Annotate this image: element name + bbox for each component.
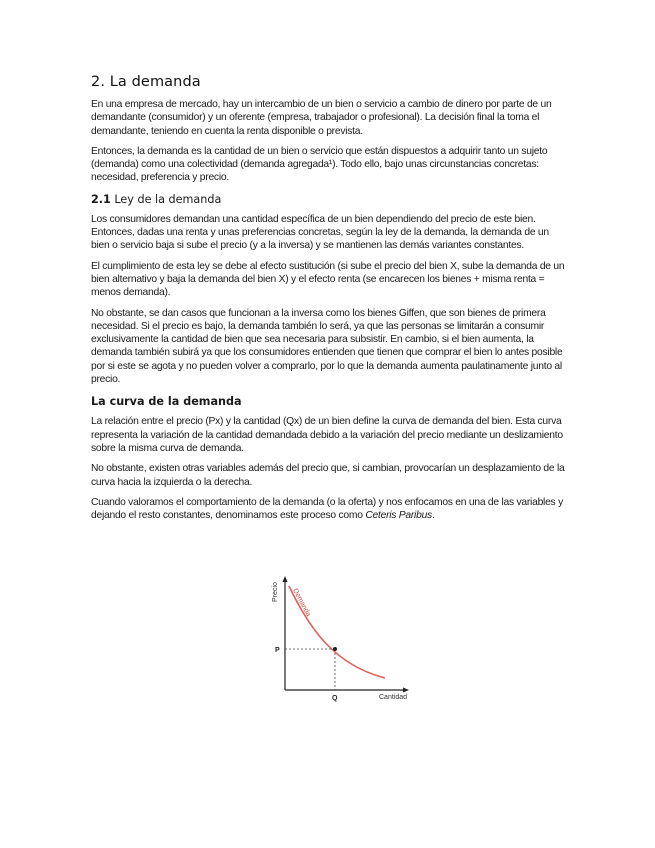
curve-label: Demanda: [291, 587, 312, 618]
q-label: Q: [332, 695, 338, 702]
section-title: 2. La demanda: [91, 74, 201, 90]
subsection-title-text: Ley de la demanda: [114, 192, 222, 206]
y-axis-label: Precio: [272, 582, 279, 602]
paragraph: No obstante, se dan casos que funcionan a la inversa como los bienes Giffen, que son bienes de primera necesidad. Si el precio es bajo, la demanda también lo será, ya que las personas se limitarán a consumir exclusivamente la cantidad de bien que sea necesaria para subsistir. En cambio, si el bien aumenta, la demanda también subirá ya que los consumidores entienden que tienen que comprar el bien lo antes posible por si este se agota y no pueden volver a comprarlo, por lo que la demanda aumenta paulatinamente junto al precio.: [91, 307, 563, 386]
paragraph: Los consumidores demandan una cantidad específica de un bien dependiendo del precio de este bien. Entonces, dadas una renta y unas preferencias concretas, según la ley de la demanda, la demanda de un bien o servicio baja si sube el precio (y a la inversa) y se mantienen las demás variantes constantes.: [91, 213, 549, 252]
demand-curve-figure: [255, 570, 415, 710]
x-axis-label: Cantidad: [379, 694, 408, 701]
equilibrium-point: [333, 647, 337, 651]
subsection-number: 2.1: [91, 192, 111, 206]
paragraph-end: .: [431, 510, 435, 522]
paragraph: El cumplimiento de esta ley se debe al efecto sustitución (si sube el precio del bien X, sube la demanda de un bien alternativo y baja la demanda del bien X) y el efecto renta (se encarecen los bienes + misma renta = menos demanda).: [91, 260, 565, 299]
demand-curve-svg: [255, 570, 415, 710]
p-label: P: [275, 647, 280, 654]
paragraph-ceteris-paribus: [91, 496, 569, 523]
paragraph: La relación entre el precio (Px) y la cantidad (Qx) de un bien define la curva de demanda del bien. Esta curva representa la variación de la cantidad demandada debido a la variación del precio mediante un deslizamiento sobre la misma curva de demanda.: [91, 416, 563, 454]
document-page: [91, 74, 569, 529]
curve-section-title: La curva de la demanda: [91, 395, 242, 409]
x-axis-arrow: [403, 688, 409, 693]
subsection-title: [91, 193, 569, 206]
y-axis-arrow: [283, 576, 288, 582]
paragraph-text: Cuando valoramos el comportamiento de la demanda (o la oferta) y nos enfocamos en una de las variables y dejando el resto constantes, denominamos este proceso como: [91, 496, 563, 522]
ceteris-paribus-term: Ceteris Paribus: [365, 510, 432, 522]
paragraph: En una empresa de mercado, hay un intercambio de un bien o servicio a cambio de dinero por parte de un demandante (consumidor) y un oferente (empresa, trabajador o profesional). La decisión final la toma el demandante, teniendo en cuenta la renta disponible o prevista.: [91, 99, 552, 137]
paragraph: Entonces, la demanda es la cantidad de un bien o servicio que están dispuestos a adquirir tanto un sujeto (demanda) como una colectividad (demanda agregada¹). Todo ello, bajo unas circunstancias concretas: necesidad, preferencia y precio.: [91, 145, 548, 184]
paragraph: No obstante, existen otras variables además del precio que, si cambian, provocarían un desplazamiento de la curva hacia la izquierda o la derecha.: [91, 463, 565, 488]
